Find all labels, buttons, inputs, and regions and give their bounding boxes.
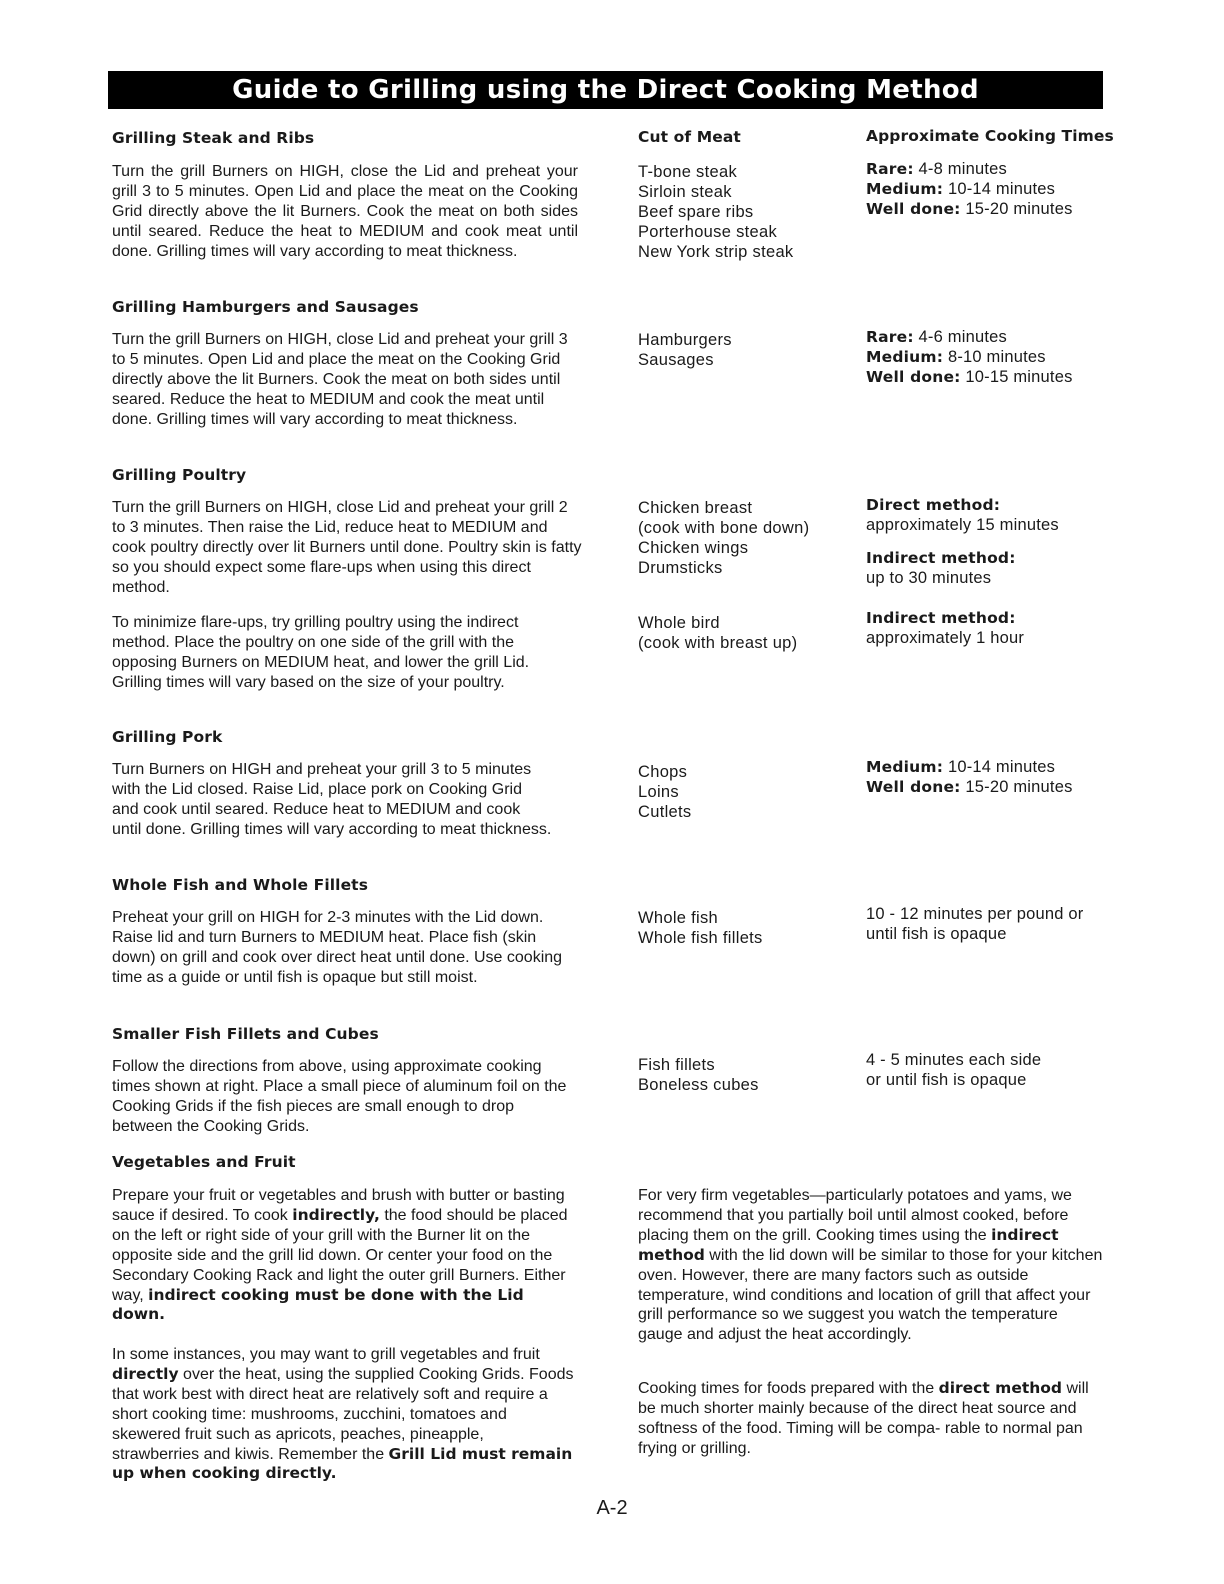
list-item <box>866 367 1073 387</box>
veg-note-direct <box>638 1379 1104 1459</box>
time-value: approximately 15 minutes <box>866 516 1059 534</box>
list-item: New York strip steak <box>638 243 794 261</box>
time-direct-poultry <box>866 495 1059 535</box>
section-heading-poultry: Grilling Poultry <box>112 466 247 484</box>
cut-of-meat-header: Cut of Meat <box>638 128 741 146</box>
section-body-veg-indirect <box>112 1186 570 1325</box>
time-list-pork <box>866 757 1073 797</box>
list-item: Cutlets <box>638 803 692 821</box>
page-number: A-2 <box>596 1497 628 1519</box>
list-item: Sirloin steak <box>638 183 732 201</box>
time-list-steak <box>866 159 1073 219</box>
time-value: approximately 1 hour <box>866 629 1025 647</box>
list-item: (cook with bone down) <box>638 519 810 537</box>
section-heading-veg: Vegetables and Fruit <box>112 1153 296 1171</box>
list-item: Beef spare ribs <box>638 203 754 221</box>
list-item <box>866 347 1073 367</box>
time-value: 10-15 minutes <box>965 368 1073 386</box>
cut-list-poultry <box>638 498 809 578</box>
section-heading-burgers: Grilling Hamburgers and Sausages <box>112 298 419 316</box>
list-item: Whole fish fillets <box>638 929 763 947</box>
time-value: 4-8 minutes <box>918 160 1007 178</box>
cut-list-steak <box>638 162 793 262</box>
text-run: over the heat, using the supplied Cooking Grids. Foods that work best with direct heat are relatively soft and require a short cooking time: mushrooms, zucchini, tomatoes and skewered fruit such as apricots, peaches, pineapple, strawberries and kiwis. Remember the <box>112 1365 574 1463</box>
section-body-steak: Turn the grill Burners on HIGH, close the Lid and preheat your grill 3 to 5 minutes. Open Lid and place the meat on the Cooking Grid directly above the lit Burners. Cook the meat on both sides until seared. Reduce the heat to MEDIUM and cook meat until done. Grilling times will vary according to meat thickness. <box>112 163 578 260</box>
section-heading-pork: Grilling Pork <box>112 728 223 746</box>
list-item: Chicken wings <box>638 539 749 557</box>
list-item: Fish fillets <box>638 1056 715 1074</box>
emphasis: indirectly, <box>292 1205 380 1224</box>
list-item: T-bone steak <box>638 163 737 181</box>
list-item: (cook with breast up) <box>638 634 798 652</box>
time-value: 15-20 minutes <box>965 778 1073 796</box>
list-item: Chicken breast <box>638 499 753 517</box>
time-label: Well done: <box>866 368 961 386</box>
cut-list-pork <box>638 762 691 822</box>
time-label: Indirect method: <box>866 609 1016 627</box>
time-value: up to 30 minutes <box>866 569 992 587</box>
text-run: Prepare your fruit or vegetables and brush with butter or basting sauce if desired. To cook <box>112 1187 565 1224</box>
list-item: 4 - 5 minutes each side <box>866 1051 1042 1069</box>
list-item <box>866 159 1073 179</box>
emphasis: direct method <box>938 1379 1063 1397</box>
list-item: Chops <box>638 763 688 781</box>
time-list-burgers <box>866 327 1073 387</box>
time-value: 10-14 minutes <box>947 758 1056 776</box>
list-item: Hamburgers <box>638 331 732 349</box>
section-body-poultry-indirect: To minimize flare-ups, try grilling poultry using the indirect method. Place the poultry on one side of the grill with the opposing Burners on MEDIUM heat, and lower the grill Lid. Grilling times will vary based on the size of your poultry. <box>112 614 530 691</box>
time-label: Well done: <box>866 200 961 218</box>
list-item: until fish is opaque <box>866 925 1007 943</box>
list-item: 10 - 12 minutes per pound or <box>866 905 1084 923</box>
time-label: Direct method: <box>866 496 1001 514</box>
list-item <box>866 179 1073 199</box>
list-item <box>866 199 1073 219</box>
time-value: 15-20 minutes <box>965 200 1073 218</box>
time-whole-bird <box>866 608 1024 648</box>
section-body-pork: Turn Burners on HIGH and preheat your grill 3 to 5 minutes with the Lid closed. Raise Lid, place pork on Cooking Grid and cook until seared. Reduce heat to MEDIUM and cook until done. Grilling times will vary according to meat thickness. <box>112 761 552 838</box>
time-label: Medium: <box>866 348 944 366</box>
time-label: Medium: <box>866 758 944 776</box>
list-item: Sausages <box>638 351 714 369</box>
list-item: Boneless cubes <box>638 1076 759 1094</box>
section-body-burgers: Turn the grill Burners on HIGH, close Lid and preheat your grill 3 to 5 minutes. Open Lid and place the meat on the Cooking Grid directly above the lit Burners. Cook the meat on both sides until seared. Reduce the heat to MEDIUM and cook the meat until done. Grilling times will vary according to meat thickness. <box>112 331 568 428</box>
cut-list-fish <box>638 908 763 948</box>
page-title: Guide to Grilling using the Direct Cooking Method <box>108 71 1103 109</box>
list-item: Whole fish <box>638 909 719 927</box>
time-label: Indirect method: <box>866 549 1016 567</box>
list-item: Drumsticks <box>638 559 723 577</box>
time-label: Rare: <box>866 328 914 346</box>
text-run: the food should be placed on the left or right side of your grill with the Burner lit on the opposite side and the grill lid down. Or center your food on the Secondary Cooking Rack and light the outer grill Burners. Either way, <box>112 1206 568 1304</box>
list-item <box>866 757 1073 777</box>
section-heading-steak: Grilling Steak and Ribs <box>112 129 315 147</box>
emphasis: Grill Lid must remain up when cooking directly. <box>112 1444 573 1483</box>
cut-list-whole-bird <box>638 613 797 653</box>
list-item: Whole bird <box>638 614 720 632</box>
cooking-times-header: Approximate Cooking Times <box>866 127 1114 145</box>
list-item: Porterhouse steak <box>638 223 778 241</box>
section-heading-fish: Whole Fish and Whole Fillets <box>112 876 369 894</box>
list-item: Loins <box>638 783 679 801</box>
time-label: Rare: <box>866 160 914 178</box>
list-item: or until fish is opaque <box>866 1071 1027 1089</box>
emphasis: directly <box>112 1364 179 1383</box>
section-body-fish: Preheat your grill on HIGH for 2-3 minutes with the Lid down. Raise lid and turn Burners to MEDIUM heat. Place fish (skin down) on grill and cook over direct heat until done. Use cooking time as a guide or until fish is opaque but still moist. <box>112 909 563 986</box>
time-label: Well done: <box>866 778 961 796</box>
time-list-fish <box>866 904 1083 944</box>
cut-list-small-fish <box>638 1055 759 1095</box>
text-run: In some instances, you may want to grill vegetables and fruit <box>112 1346 540 1363</box>
text-run: will be much shorter mainly because of the direct heat source and softness of the food. Timing will be compa- rable to normal pan frying or grilling. <box>638 1380 1089 1457</box>
section-body-poultry: Turn the grill Burners on HIGH, close Lid and preheat your grill 2 to 3 minutes. Then raise the Lid, reduce heat to MEDIUM and cook poultry directly over lit Burners until done. Poultry skin is fatty so you should expect some flare-ups when using this direct method. <box>112 499 582 596</box>
time-indirect-poultry <box>866 548 1016 588</box>
text-run: with the lid down will be similar to those for your kitchen oven. However, there are many factors such as outside temperature, wind conditions and location of grill that affect your grill performance so we suggest you watch the temperature gauge and adjust the heat accordingly. <box>638 1246 1103 1344</box>
emphasis: indirect method <box>638 1225 1059 1264</box>
cut-list-burgers <box>638 330 732 370</box>
section-body-small-fish: Follow the directions from above, using approximate cooking times shown at right. Place a small piece of aluminum foil on the Cooking Grids if the fish pieces are small enough to drop between the Cooking Grids. <box>112 1058 567 1135</box>
time-value: 10-14 minutes <box>947 180 1056 198</box>
section-body-veg-direct <box>112 1345 574 1484</box>
emphasis: indirect cooking must be done with the Lid down. <box>112 1285 524 1324</box>
list-item <box>866 327 1073 347</box>
section-heading-small-fish: Smaller Fish Fillets and Cubes <box>112 1025 379 1043</box>
time-label: Medium: <box>866 180 944 198</box>
time-list-small-fish <box>866 1050 1041 1090</box>
text-run: Cooking times for foods prepared with the <box>638 1380 939 1397</box>
text-run: For very firm vegetables—particularly potatoes and yams, we recommend that you partially boil until almost cooked, before placing them on the grill. Cooking times using the <box>638 1187 1072 1244</box>
veg-note-indirect <box>638 1186 1104 1345</box>
list-item <box>866 777 1073 797</box>
time-value: 8-10 minutes <box>947 348 1046 366</box>
time-value: 4-6 minutes <box>918 328 1007 346</box>
